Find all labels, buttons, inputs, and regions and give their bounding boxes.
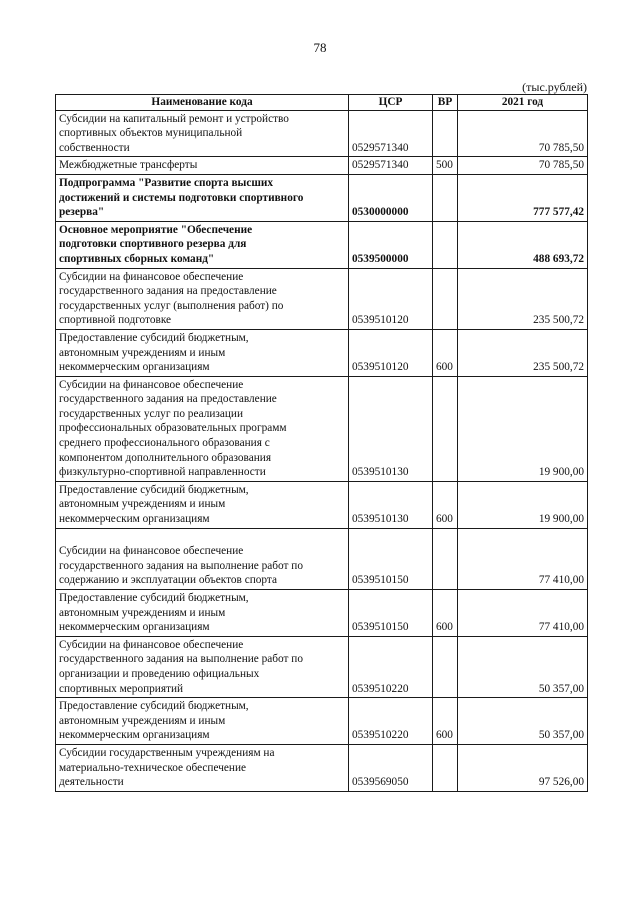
row-vr: [433, 744, 458, 791]
row-csr: 0530000000: [349, 174, 433, 221]
row-sum: 70 785,50: [458, 110, 588, 157]
row-name: Основное мероприятие "Обеспечение подготовки спортивного резерва для спортивных сборных команд": [56, 221, 349, 268]
row-csr: 0539510150: [349, 590, 433, 637]
table-row: [56, 744, 588, 791]
row-vr: [433, 528, 458, 589]
row-csr: 0539569050: [349, 744, 433, 791]
table-row: [56, 590, 588, 637]
header-row: [56, 95, 588, 111]
row-csr: 0529571340: [349, 110, 433, 157]
row-name: Предоставление субсидий бюджетным, автономным учреждениям и иным некоммерческим организациям: [56, 329, 349, 376]
row-vr: [433, 221, 458, 268]
row-sum: 777 577,42: [458, 174, 588, 221]
row-csr: 0539500000: [349, 221, 433, 268]
row-vr: 600: [433, 590, 458, 637]
row-name: Субсидии на капитальный ремонт и устройство спортивных объектов муниципальной собственности: [56, 110, 349, 157]
row-csr: 0539510220: [349, 636, 433, 697]
row-vr: [433, 376, 458, 481]
row-sum: 97 526,00: [458, 744, 588, 791]
row-name: Межбюджетные трансферты: [56, 157, 349, 175]
row-csr: 0539510130: [349, 481, 433, 528]
header-vr: ВР: [433, 95, 458, 111]
table-row: [56, 636, 588, 697]
row-csr: 0539510130: [349, 376, 433, 481]
header-csr: ЦСР: [349, 95, 433, 111]
table-row: [56, 376, 588, 481]
row-name: Субсидии на финансовое обеспечение государственного задания на предоставление государственных услуг (выполнения работ) по спортивной подготовке: [56, 268, 349, 329]
table-row: [56, 221, 588, 268]
page-number: 78: [313, 40, 327, 55]
table-row: [56, 528, 588, 589]
row-name: Предоставление субсидий бюджетным, автономным учреждениям и иным некоммерческим организациям: [56, 698, 349, 745]
budget-table: [55, 94, 588, 792]
table-body: [56, 110, 588, 791]
row-csr: 0539510220: [349, 698, 433, 745]
row-csr: 0539510120: [349, 268, 433, 329]
table-row: [56, 157, 588, 175]
row-name: Субсидии на финансовое обеспечение государственного задания на предоставление государственных услуг по реализации профессиональных образовательных программ среднего профессионального образования с компонентом дополнительного образования физкультурно-спортивной направленности: [56, 376, 349, 481]
row-sum: 19 900,00: [458, 481, 588, 528]
header-sum: 2021 год: [458, 95, 588, 111]
table-row: [56, 698, 588, 745]
table-row: [56, 110, 588, 157]
row-sum: 77 410,00: [458, 590, 588, 637]
row-sum: 50 357,00: [458, 698, 588, 745]
row-vr: [433, 174, 458, 221]
row-sum: 488 693,72: [458, 221, 588, 268]
row-name: Предоставление субсидий бюджетным, автономным учреждениям и иным некоммерческим организациям: [56, 590, 349, 637]
row-vr: 500: [433, 157, 458, 175]
row-name: Подпрограмма "Развитие спорта высших достижений и системы подготовки спортивного резерва": [56, 174, 349, 221]
header-name: Наименование кода: [56, 95, 349, 111]
row-name: Субсидии государственным учреждениям на материально-техническое обеспечение деятельности: [56, 744, 349, 791]
row-csr: 0529571340: [349, 157, 433, 175]
row-sum: 77 410,00: [458, 528, 588, 589]
row-sum: 70 785,50: [458, 157, 588, 175]
row-vr: 600: [433, 698, 458, 745]
table-row: [56, 174, 588, 221]
row-sum: 50 357,00: [458, 636, 588, 697]
table-row: [56, 481, 588, 528]
units-label: (тыс.рублей): [522, 80, 587, 94]
row-vr: 600: [433, 329, 458, 376]
row-csr: 0539510150: [349, 528, 433, 589]
table-row: [56, 329, 588, 376]
table-header: [56, 95, 588, 111]
row-name: Субсидии на финансовое обеспечение государственного задания на выполнение работ по организации и проведению официальных спортивных мероприятий: [56, 636, 349, 697]
row-sum: 235 500,72: [458, 268, 588, 329]
row-vr: [433, 110, 458, 157]
row-vr: [433, 268, 458, 329]
row-name: Предоставление субсидий бюджетным, автономным учреждениям и иным некоммерческим организациям: [56, 481, 349, 528]
table-row: [56, 268, 588, 329]
row-sum: 19 900,00: [458, 376, 588, 481]
row-sum: 235 500,72: [458, 329, 588, 376]
row-vr: [433, 636, 458, 697]
row-name: Субсидии на финансовое обеспечение государственного задания на выполнение работ по содержанию и эксплуатации объектов спорта: [56, 528, 349, 589]
row-csr: 0539510120: [349, 329, 433, 376]
row-vr: 600: [433, 481, 458, 528]
